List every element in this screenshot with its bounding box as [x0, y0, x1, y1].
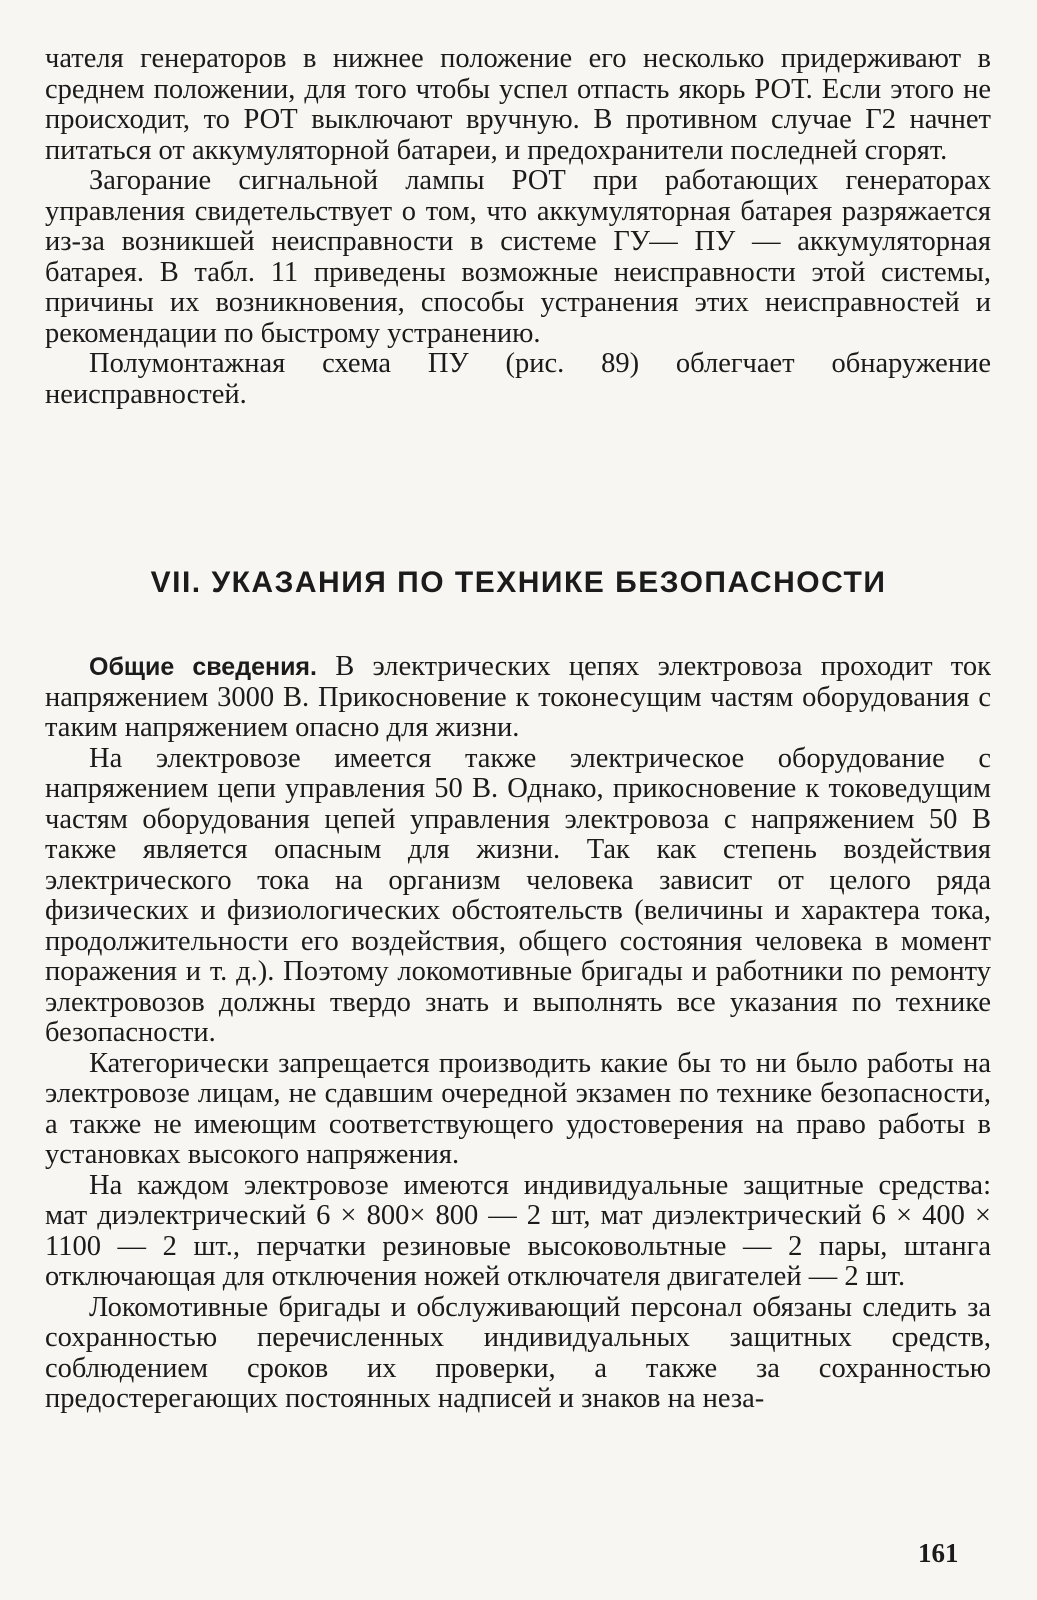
paragraph-signal-lamp: Загорание сигнальной лампы РОТ при работающих генераторах управления свидетельствует о том, что аккумуляторная батарея разряжается из-за возникшей неисправности в системе ГУ— ПУ — аккумуляторная батарея. В табл. 11 приведены возможные неисправности этой системы, причины их возникновения, способы устранения этих неисправностей и рекомендации по быстрому устранению. — [45, 165, 991, 349]
paragraph-control-voltage: На электровозе имеется также электрическое оборудование с напряжением цепи управления 50 В. Однако, прикосновение к токоведущим частям оборудования цепей управления электровоза с напряжением 50 В также является опасным для жизни. Так как степень воздействия электрического тока на организм человека зависит от целого ряда физических и физиологических обстоятельств (величины и характера тока, продолжительности его воздействия, общего состояния человека в момент поражения и т. д.). Поэтому локомотивные бригады и работники по ремонту электровозов должны твердо знать и выполнять все указания по технике безопасности. — [45, 742, 991, 1048]
section-text-block — [45, 652, 991, 1415]
paragraph-general-info — [45, 652, 991, 744]
paragraph-prohibition: Категорически запрещается производить какие бы то ни было работы на электровозе лицам, не сдавшим очередной экзамен по технике безопасности, а также не имеющим соответствующего удостоверения на право работы в установках высокого напряжения. — [45, 1047, 991, 1170]
lead-term: Общие сведения. — [89, 653, 317, 681]
paragraph-general-info-text: В электрических цепях электровоза проходит ток напряжением 3000 В. Прикосновение к токонесущим частям оборудования с таким напряжением опасно для жизни. — [45, 651, 991, 743]
page-number: 161 — [918, 1538, 959, 1568]
top-text-block — [45, 44, 991, 410]
paragraph-protective-equipment: На каждом электровозе имеются индивидуальные защитные средства: мат диэлектрический 6 × 800× 800 — 2 шт, мат диэлектрический 6 × 400 × 1100 — 2 шт., перчатки резиновые высоковольтные — 2 пары, штанга отключающая для отключения ножей отключателя двигателей — 2 шт. — [45, 1169, 991, 1292]
section-heading: VII. УКАЗАНИЯ ПО ТЕХНИКЕ БЕЗОПАСНОСТИ — [150, 566, 887, 599]
paragraph-continuation: чателя генераторов в нижнее положение его несколько придерживают в среднем положении, для того чтобы успел отпасть якорь РОТ. Если этого не происходит, то РОТ выключают вручную. В противном случае Г2 начнет питаться от аккумуляторной батареи, и предохранители последней сгорят. — [45, 43, 991, 166]
paragraph-crew-duties: Локомотивные бригады и обслуживающий персонал обязаны следить за сохранностью перечисленных индивидуальных защитных средств, соблюдением сроков их проверки, а также за сохранностью предостерегающих постоянных надписей и знаков на неза- — [45, 1291, 991, 1414]
paragraph-wiring-diagram: Полумонтажная схема ПУ (рис. 89) облегчает обнаружение неисправностей. — [45, 348, 991, 410]
